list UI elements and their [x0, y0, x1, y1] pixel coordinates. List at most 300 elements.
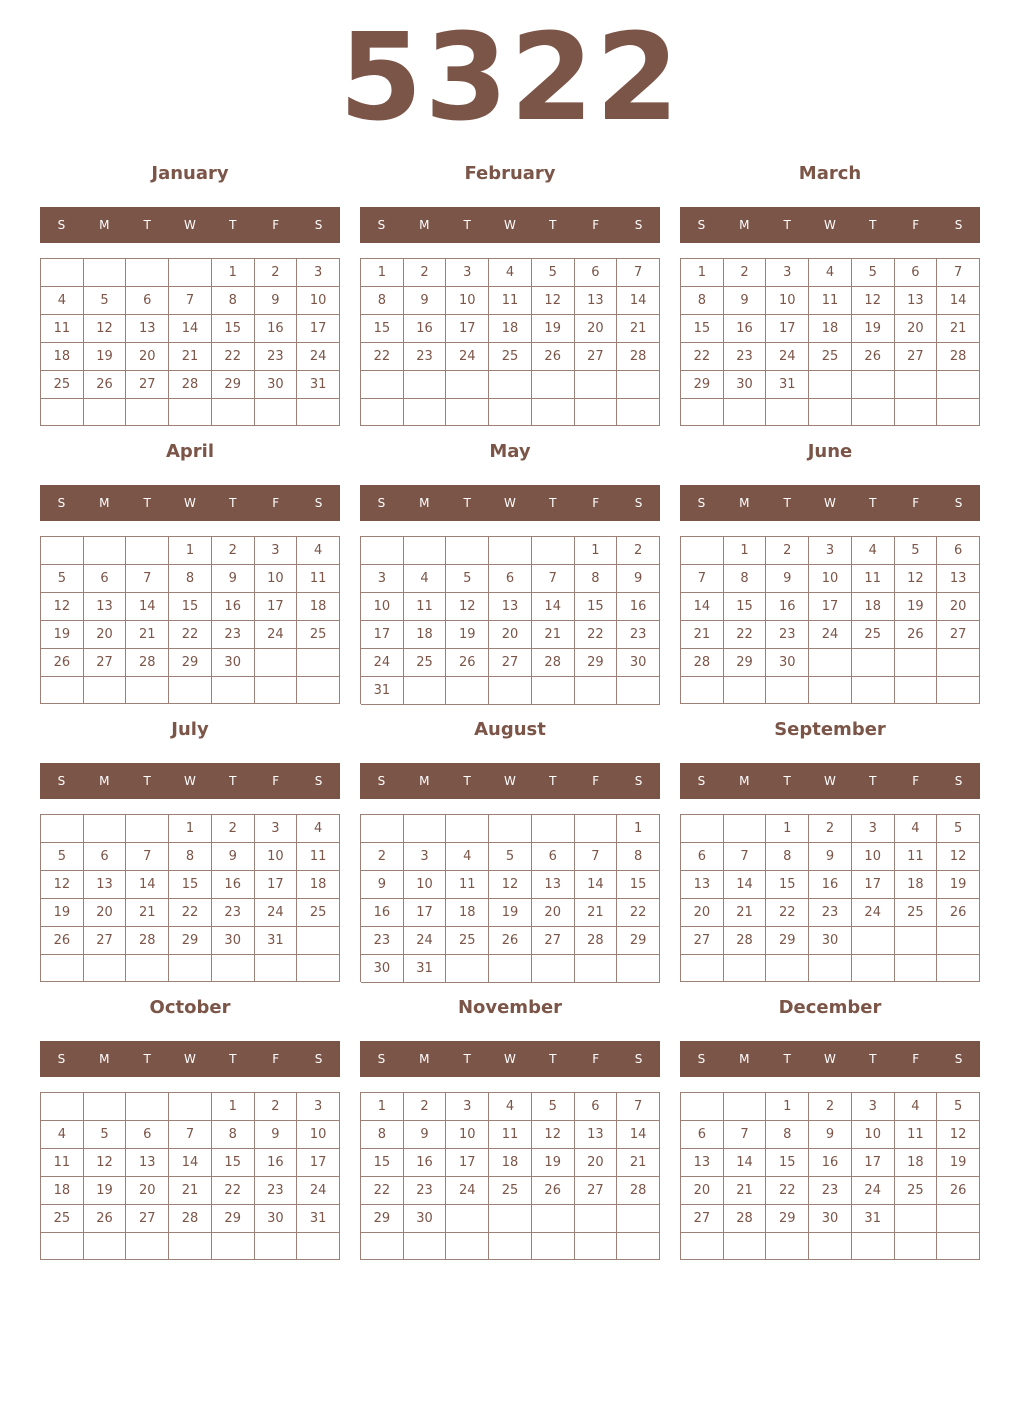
- day-cell[interactable]: 30: [255, 371, 298, 399]
- day-cell[interactable]: 7: [126, 843, 169, 871]
- day-cell[interactable]: 19: [41, 621, 84, 649]
- day-cell[interactable]: 1: [169, 815, 212, 843]
- day-cell[interactable]: 15: [212, 315, 255, 343]
- day-cell[interactable]: 19: [532, 1149, 575, 1177]
- day-cell[interactable]: 30: [255, 1205, 298, 1233]
- day-cell[interactable]: 28: [169, 1205, 212, 1233]
- day-cell[interactable]: 29: [681, 371, 724, 399]
- day-cell[interactable]: 19: [895, 593, 938, 621]
- day-cell[interactable]: 30: [404, 1205, 447, 1233]
- day-cell[interactable]: 27: [489, 649, 532, 677]
- day-cell[interactable]: 16: [724, 315, 767, 343]
- day-cell[interactable]: 12: [532, 1121, 575, 1149]
- day-cell[interactable]: 24: [809, 621, 852, 649]
- day-cell[interactable]: 1: [766, 1093, 809, 1121]
- day-cell[interactable]: 24: [361, 649, 404, 677]
- day-cell[interactable]: 9: [724, 287, 767, 315]
- day-cell[interactable]: 1: [766, 815, 809, 843]
- day-cell[interactable]: 4: [297, 815, 340, 843]
- day-cell[interactable]: 9: [255, 1121, 298, 1149]
- day-cell[interactable]: 26: [937, 899, 980, 927]
- day-cell[interactable]: 6: [489, 565, 532, 593]
- day-cell[interactable]: 3: [446, 1093, 489, 1121]
- day-cell[interactable]: 2: [809, 815, 852, 843]
- day-cell[interactable]: 26: [852, 343, 895, 371]
- day-cell[interactable]: 1: [212, 259, 255, 287]
- day-cell[interactable]: 21: [724, 899, 767, 927]
- day-cell[interactable]: 18: [446, 899, 489, 927]
- day-cell[interactable]: 8: [681, 287, 724, 315]
- day-cell[interactable]: 3: [766, 259, 809, 287]
- day-cell[interactable]: 22: [212, 343, 255, 371]
- day-cell[interactable]: 8: [169, 843, 212, 871]
- day-cell[interactable]: 9: [255, 287, 298, 315]
- day-cell[interactable]: 13: [532, 871, 575, 899]
- day-cell[interactable]: 15: [766, 1149, 809, 1177]
- day-cell[interactable]: 26: [84, 1205, 127, 1233]
- day-cell[interactable]: 11: [895, 1121, 938, 1149]
- day-cell[interactable]: 7: [681, 565, 724, 593]
- day-cell[interactable]: 16: [809, 871, 852, 899]
- day-cell[interactable]: 2: [617, 537, 660, 565]
- day-cell[interactable]: 1: [212, 1093, 255, 1121]
- day-cell[interactable]: 7: [575, 843, 618, 871]
- day-cell[interactable]: 2: [766, 537, 809, 565]
- day-cell[interactable]: 10: [404, 871, 447, 899]
- day-cell[interactable]: 7: [724, 1121, 767, 1149]
- day-cell[interactable]: 5: [532, 259, 575, 287]
- day-cell[interactable]: 12: [937, 843, 980, 871]
- day-cell[interactable]: 9: [361, 871, 404, 899]
- day-cell[interactable]: 7: [532, 565, 575, 593]
- day-cell[interactable]: 9: [212, 565, 255, 593]
- day-cell[interactable]: 2: [255, 259, 298, 287]
- day-cell[interactable]: 2: [809, 1093, 852, 1121]
- day-cell[interactable]: 4: [41, 287, 84, 315]
- day-cell[interactable]: 27: [895, 343, 938, 371]
- day-cell[interactable]: 9: [809, 843, 852, 871]
- day-cell[interactable]: 16: [212, 871, 255, 899]
- day-cell[interactable]: 23: [766, 621, 809, 649]
- day-cell[interactable]: 22: [766, 899, 809, 927]
- day-cell[interactable]: 16: [212, 593, 255, 621]
- day-cell[interactable]: 5: [852, 259, 895, 287]
- day-cell[interactable]: 23: [361, 927, 404, 955]
- day-cell[interactable]: 12: [489, 871, 532, 899]
- day-cell[interactable]: 9: [766, 565, 809, 593]
- day-cell[interactable]: 3: [255, 815, 298, 843]
- day-cell[interactable]: 4: [852, 537, 895, 565]
- day-cell[interactable]: 24: [446, 1177, 489, 1205]
- day-cell[interactable]: 24: [446, 343, 489, 371]
- day-cell[interactable]: 22: [361, 1177, 404, 1205]
- day-cell[interactable]: 3: [852, 1093, 895, 1121]
- day-cell[interactable]: 6: [126, 287, 169, 315]
- day-cell[interactable]: 23: [212, 899, 255, 927]
- day-cell[interactable]: 9: [617, 565, 660, 593]
- day-cell[interactable]: 10: [852, 843, 895, 871]
- day-cell[interactable]: 26: [489, 927, 532, 955]
- day-cell[interactable]: 29: [361, 1205, 404, 1233]
- day-cell[interactable]: 8: [361, 287, 404, 315]
- day-cell[interactable]: 4: [297, 537, 340, 565]
- day-cell[interactable]: 10: [809, 565, 852, 593]
- day-cell[interactable]: 23: [255, 343, 298, 371]
- day-cell[interactable]: 5: [41, 565, 84, 593]
- day-cell[interactable]: 31: [361, 677, 404, 705]
- day-cell[interactable]: 31: [404, 955, 447, 983]
- day-cell[interactable]: 20: [532, 899, 575, 927]
- day-cell[interactable]: 27: [126, 1205, 169, 1233]
- day-cell[interactable]: 14: [575, 871, 618, 899]
- day-cell[interactable]: 16: [617, 593, 660, 621]
- day-cell[interactable]: 26: [84, 371, 127, 399]
- day-cell[interactable]: 6: [575, 259, 618, 287]
- day-cell[interactable]: 6: [937, 537, 980, 565]
- day-cell[interactable]: 17: [766, 315, 809, 343]
- day-cell[interactable]: 9: [404, 287, 447, 315]
- day-cell[interactable]: 11: [41, 315, 84, 343]
- day-cell[interactable]: 3: [361, 565, 404, 593]
- day-cell[interactable]: 27: [84, 927, 127, 955]
- day-cell[interactable]: 25: [852, 621, 895, 649]
- day-cell[interactable]: 29: [212, 371, 255, 399]
- day-cell[interactable]: 25: [489, 1177, 532, 1205]
- day-cell[interactable]: 6: [84, 843, 127, 871]
- day-cell[interactable]: 12: [41, 593, 84, 621]
- day-cell[interactable]: 12: [852, 287, 895, 315]
- day-cell[interactable]: 14: [937, 287, 980, 315]
- day-cell[interactable]: 8: [724, 565, 767, 593]
- day-cell[interactable]: 13: [489, 593, 532, 621]
- day-cell[interactable]: 13: [681, 1149, 724, 1177]
- day-cell[interactable]: 16: [766, 593, 809, 621]
- day-cell[interactable]: 2: [404, 1093, 447, 1121]
- day-cell[interactable]: 5: [937, 815, 980, 843]
- day-cell[interactable]: 31: [852, 1205, 895, 1233]
- day-cell[interactable]: 30: [212, 927, 255, 955]
- day-cell[interactable]: 19: [446, 621, 489, 649]
- day-cell[interactable]: 23: [809, 1177, 852, 1205]
- day-cell[interactable]: 8: [169, 565, 212, 593]
- day-cell[interactable]: 11: [297, 843, 340, 871]
- day-cell[interactable]: 11: [895, 843, 938, 871]
- day-cell[interactable]: 4: [404, 565, 447, 593]
- day-cell[interactable]: 23: [724, 343, 767, 371]
- day-cell[interactable]: 3: [852, 815, 895, 843]
- day-cell[interactable]: 24: [255, 621, 298, 649]
- day-cell[interactable]: 16: [361, 899, 404, 927]
- day-cell[interactable]: 7: [617, 1093, 660, 1121]
- day-cell[interactable]: 25: [809, 343, 852, 371]
- day-cell[interactable]: 24: [852, 1177, 895, 1205]
- day-cell[interactable]: 13: [84, 871, 127, 899]
- day-cell[interactable]: 4: [895, 1093, 938, 1121]
- day-cell[interactable]: 6: [575, 1093, 618, 1121]
- day-cell[interactable]: 9: [809, 1121, 852, 1149]
- day-cell[interactable]: 22: [169, 621, 212, 649]
- day-cell[interactable]: 13: [681, 871, 724, 899]
- day-cell[interactable]: 28: [126, 649, 169, 677]
- day-cell[interactable]: 27: [681, 927, 724, 955]
- day-cell[interactable]: 12: [446, 593, 489, 621]
- day-cell[interactable]: 10: [255, 843, 298, 871]
- day-cell[interactable]: 29: [766, 927, 809, 955]
- day-cell[interactable]: 14: [617, 287, 660, 315]
- day-cell[interactable]: 31: [297, 1205, 340, 1233]
- day-cell[interactable]: 29: [617, 927, 660, 955]
- day-cell[interactable]: 23: [404, 343, 447, 371]
- day-cell[interactable]: 18: [41, 1177, 84, 1205]
- day-cell[interactable]: 10: [446, 1121, 489, 1149]
- day-cell[interactable]: 6: [126, 1121, 169, 1149]
- day-cell[interactable]: 5: [532, 1093, 575, 1121]
- day-cell[interactable]: 28: [617, 343, 660, 371]
- day-cell[interactable]: 18: [489, 315, 532, 343]
- day-cell[interactable]: 9: [212, 843, 255, 871]
- day-cell[interactable]: 30: [724, 371, 767, 399]
- day-cell[interactable]: 28: [575, 927, 618, 955]
- day-cell[interactable]: 22: [575, 621, 618, 649]
- day-cell[interactable]: 17: [297, 315, 340, 343]
- day-cell[interactable]: 22: [724, 621, 767, 649]
- day-cell[interactable]: 8: [361, 1121, 404, 1149]
- day-cell[interactable]: 13: [84, 593, 127, 621]
- day-cell[interactable]: 10: [361, 593, 404, 621]
- day-cell[interactable]: 19: [84, 1177, 127, 1205]
- day-cell[interactable]: 17: [255, 593, 298, 621]
- day-cell[interactable]: 2: [212, 815, 255, 843]
- day-cell[interactable]: 4: [895, 815, 938, 843]
- day-cell[interactable]: 23: [617, 621, 660, 649]
- day-cell[interactable]: 5: [84, 1121, 127, 1149]
- day-cell[interactable]: 3: [446, 259, 489, 287]
- day-cell[interactable]: 11: [852, 565, 895, 593]
- day-cell[interactable]: 25: [895, 1177, 938, 1205]
- day-cell[interactable]: 7: [169, 287, 212, 315]
- day-cell[interactable]: 7: [724, 843, 767, 871]
- day-cell[interactable]: 28: [532, 649, 575, 677]
- day-cell[interactable]: 21: [575, 899, 618, 927]
- day-cell[interactable]: 20: [84, 621, 127, 649]
- day-cell[interactable]: 5: [489, 843, 532, 871]
- day-cell[interactable]: 7: [126, 565, 169, 593]
- day-cell[interactable]: 1: [169, 537, 212, 565]
- day-cell[interactable]: 21: [126, 621, 169, 649]
- day-cell[interactable]: 18: [895, 1149, 938, 1177]
- day-cell[interactable]: 31: [255, 927, 298, 955]
- day-cell[interactable]: 10: [297, 287, 340, 315]
- day-cell[interactable]: 25: [446, 927, 489, 955]
- day-cell[interactable]: 8: [212, 1121, 255, 1149]
- day-cell[interactable]: 27: [575, 343, 618, 371]
- day-cell[interactable]: 11: [41, 1149, 84, 1177]
- day-cell[interactable]: 24: [852, 899, 895, 927]
- day-cell[interactable]: 10: [297, 1121, 340, 1149]
- day-cell[interactable]: 21: [169, 1177, 212, 1205]
- day-cell[interactable]: 30: [809, 1205, 852, 1233]
- day-cell[interactable]: 28: [617, 1177, 660, 1205]
- day-cell[interactable]: 17: [852, 871, 895, 899]
- day-cell[interactable]: 23: [404, 1177, 447, 1205]
- day-cell[interactable]: 24: [297, 1177, 340, 1205]
- day-cell[interactable]: 28: [126, 927, 169, 955]
- day-cell[interactable]: 26: [895, 621, 938, 649]
- day-cell[interactable]: 11: [446, 871, 489, 899]
- day-cell[interactable]: 14: [724, 1149, 767, 1177]
- day-cell[interactable]: 25: [41, 1205, 84, 1233]
- day-cell[interactable]: 15: [617, 871, 660, 899]
- day-cell[interactable]: 23: [212, 621, 255, 649]
- day-cell[interactable]: 16: [404, 315, 447, 343]
- day-cell[interactable]: 21: [169, 343, 212, 371]
- day-cell[interactable]: 17: [852, 1149, 895, 1177]
- day-cell[interactable]: 12: [937, 1121, 980, 1149]
- day-cell[interactable]: 20: [84, 899, 127, 927]
- day-cell[interactable]: 28: [724, 1205, 767, 1233]
- day-cell[interactable]: 16: [255, 1149, 298, 1177]
- day-cell[interactable]: 20: [575, 1149, 618, 1177]
- day-cell[interactable]: 18: [297, 593, 340, 621]
- day-cell[interactable]: 10: [766, 287, 809, 315]
- day-cell[interactable]: 18: [41, 343, 84, 371]
- day-cell[interactable]: 15: [361, 1149, 404, 1177]
- day-cell[interactable]: 27: [937, 621, 980, 649]
- day-cell[interactable]: 7: [169, 1121, 212, 1149]
- day-cell[interactable]: 27: [575, 1177, 618, 1205]
- day-cell[interactable]: 19: [937, 1149, 980, 1177]
- day-cell[interactable]: 22: [212, 1177, 255, 1205]
- day-cell[interactable]: 4: [41, 1121, 84, 1149]
- day-cell[interactable]: 24: [297, 343, 340, 371]
- day-cell[interactable]: 19: [937, 871, 980, 899]
- day-cell[interactable]: 28: [937, 343, 980, 371]
- day-cell[interactable]: 12: [41, 871, 84, 899]
- day-cell[interactable]: 30: [212, 649, 255, 677]
- day-cell[interactable]: 20: [895, 315, 938, 343]
- day-cell[interactable]: 6: [681, 843, 724, 871]
- day-cell[interactable]: 13: [126, 315, 169, 343]
- day-cell[interactable]: 4: [489, 1093, 532, 1121]
- day-cell[interactable]: 19: [852, 315, 895, 343]
- day-cell[interactable]: 2: [404, 259, 447, 287]
- day-cell[interactable]: 11: [489, 287, 532, 315]
- day-cell[interactable]: 1: [681, 259, 724, 287]
- day-cell[interactable]: 14: [724, 871, 767, 899]
- day-cell[interactable]: 17: [255, 871, 298, 899]
- day-cell[interactable]: 26: [41, 927, 84, 955]
- day-cell[interactable]: 2: [361, 843, 404, 871]
- day-cell[interactable]: 26: [41, 649, 84, 677]
- day-cell[interactable]: 20: [575, 315, 618, 343]
- day-cell[interactable]: 2: [212, 537, 255, 565]
- day-cell[interactable]: 16: [404, 1149, 447, 1177]
- day-cell[interactable]: 24: [255, 899, 298, 927]
- day-cell[interactable]: 15: [361, 315, 404, 343]
- day-cell[interactable]: 25: [297, 621, 340, 649]
- day-cell[interactable]: 5: [937, 1093, 980, 1121]
- day-cell[interactable]: 3: [297, 1093, 340, 1121]
- day-cell[interactable]: 4: [446, 843, 489, 871]
- day-cell[interactable]: 4: [809, 259, 852, 287]
- day-cell[interactable]: 17: [404, 899, 447, 927]
- day-cell[interactable]: 8: [766, 1121, 809, 1149]
- day-cell[interactable]: 30: [809, 927, 852, 955]
- day-cell[interactable]: 6: [681, 1121, 724, 1149]
- day-cell[interactable]: 5: [895, 537, 938, 565]
- day-cell[interactable]: 18: [489, 1149, 532, 1177]
- day-cell[interactable]: 29: [169, 649, 212, 677]
- day-cell[interactable]: 29: [766, 1205, 809, 1233]
- day-cell[interactable]: 18: [852, 593, 895, 621]
- day-cell[interactable]: 17: [446, 1149, 489, 1177]
- day-cell[interactable]: 1: [724, 537, 767, 565]
- day-cell[interactable]: 21: [681, 621, 724, 649]
- day-cell[interactable]: 27: [126, 371, 169, 399]
- day-cell[interactable]: 17: [446, 315, 489, 343]
- day-cell[interactable]: 25: [404, 649, 447, 677]
- day-cell[interactable]: 2: [255, 1093, 298, 1121]
- day-cell[interactable]: 7: [937, 259, 980, 287]
- day-cell[interactable]: 13: [937, 565, 980, 593]
- day-cell[interactable]: 5: [446, 565, 489, 593]
- day-cell[interactable]: 28: [724, 927, 767, 955]
- day-cell[interactable]: 20: [489, 621, 532, 649]
- day-cell[interactable]: 8: [212, 287, 255, 315]
- day-cell[interactable]: 21: [617, 315, 660, 343]
- day-cell[interactable]: 3: [297, 259, 340, 287]
- day-cell[interactable]: 15: [169, 593, 212, 621]
- day-cell[interactable]: 26: [532, 1177, 575, 1205]
- day-cell[interactable]: 10: [852, 1121, 895, 1149]
- day-cell[interactable]: 20: [937, 593, 980, 621]
- day-cell[interactable]: 10: [446, 287, 489, 315]
- day-cell[interactable]: 6: [84, 565, 127, 593]
- day-cell[interactable]: 15: [169, 871, 212, 899]
- day-cell[interactable]: 23: [809, 899, 852, 927]
- day-cell[interactable]: 5: [84, 287, 127, 315]
- day-cell[interactable]: 13: [895, 287, 938, 315]
- day-cell[interactable]: 12: [84, 315, 127, 343]
- day-cell[interactable]: 13: [126, 1149, 169, 1177]
- day-cell[interactable]: 15: [766, 871, 809, 899]
- day-cell[interactable]: 20: [681, 1177, 724, 1205]
- day-cell[interactable]: 6: [895, 259, 938, 287]
- day-cell[interactable]: 14: [126, 593, 169, 621]
- day-cell[interactable]: 19: [84, 343, 127, 371]
- day-cell[interactable]: 21: [532, 621, 575, 649]
- day-cell[interactable]: 26: [937, 1177, 980, 1205]
- day-cell[interactable]: 17: [297, 1149, 340, 1177]
- day-cell[interactable]: 16: [255, 315, 298, 343]
- day-cell[interactable]: 8: [617, 843, 660, 871]
- day-cell[interactable]: 1: [617, 815, 660, 843]
- day-cell[interactable]: 25: [297, 899, 340, 927]
- day-cell[interactable]: 11: [489, 1121, 532, 1149]
- day-cell[interactable]: 11: [297, 565, 340, 593]
- day-cell[interactable]: 20: [681, 899, 724, 927]
- day-cell[interactable]: 30: [766, 649, 809, 677]
- day-cell[interactable]: 19: [489, 899, 532, 927]
- day-cell[interactable]: 13: [575, 1121, 618, 1149]
- day-cell[interactable]: 21: [617, 1149, 660, 1177]
- day-cell[interactable]: 2: [724, 259, 767, 287]
- day-cell[interactable]: 25: [489, 343, 532, 371]
- day-cell[interactable]: 28: [681, 649, 724, 677]
- day-cell[interactable]: 29: [724, 649, 767, 677]
- day-cell[interactable]: 22: [617, 899, 660, 927]
- day-cell[interactable]: 1: [361, 1093, 404, 1121]
